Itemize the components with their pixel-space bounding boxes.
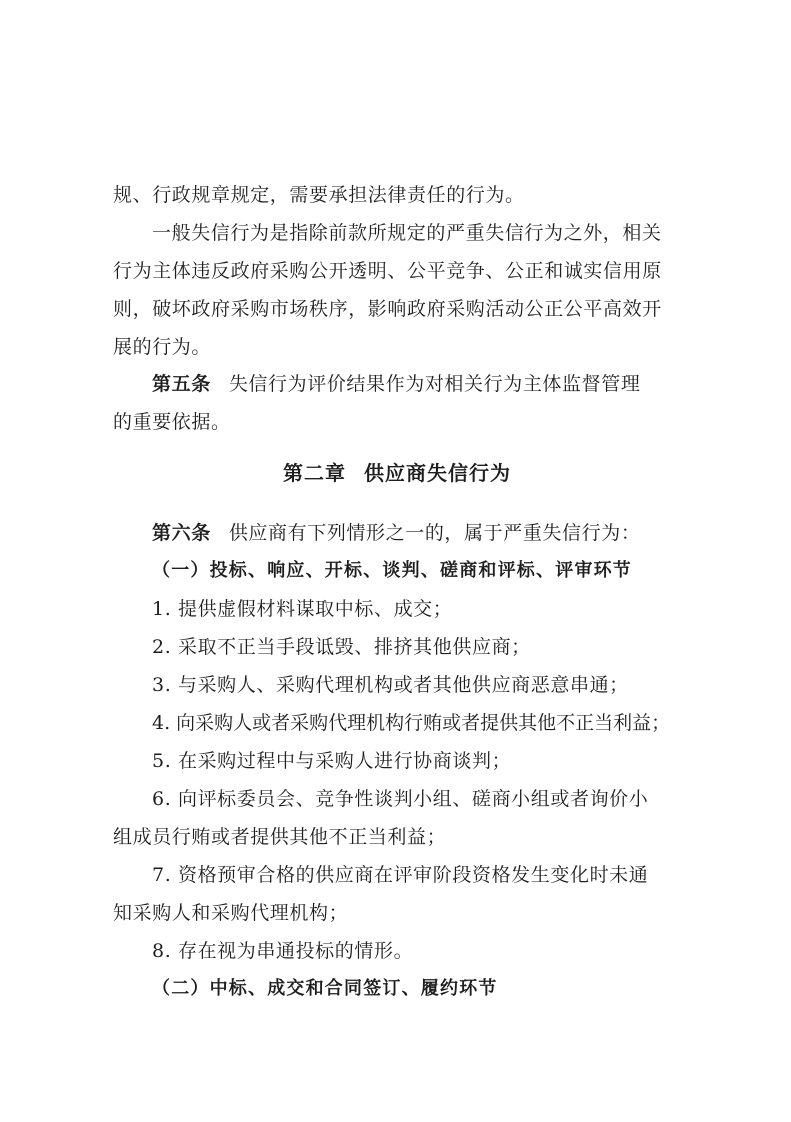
list-item-continuation: 知采购人和采购代理机构；	[113, 902, 349, 924]
list-item: 5. 在采购过程中与采购人进行协商谈判；	[152, 750, 512, 772]
article-6-text: 供应商有下列情形之一的，属于严重失信行为：	[228, 522, 641, 544]
list-item: 7. 资格预审合格的供应商在评审阶段资格发生变化时未通	[152, 864, 649, 886]
article-5-label: 第五条	[152, 373, 211, 395]
article-5-line	[152, 372, 640, 396]
section-1-heading: （一）投标、响应、开标、谈判、磋商和评标、评审环节	[152, 560, 632, 581]
list-item: 4. 向采购人或者采购代理机构行贿或者提供其他不正当利益；	[152, 712, 671, 734]
article-6-line	[152, 521, 640, 545]
chapter-title: 供应商失信行为	[364, 461, 511, 485]
article-6-label: 第六条	[152, 522, 211, 544]
chapter-heading	[283, 460, 511, 486]
paragraph-line: 展的行为。	[113, 336, 212, 358]
paragraph-line: 一般失信行为是指除前款所规定的严重失信行为之外，相关	[152, 222, 662, 244]
article-5-text: 失信行为评价结果作为对相关行为主体监督管理	[228, 373, 641, 395]
chapter-number: 第二章	[283, 461, 346, 485]
list-item: 6. 向评标委员会、竞争性谈判小组、磋商小组或者询价小	[152, 788, 649, 810]
paragraph-line: 行为主体违反政府采购公开透明、公平竞争、公正和诚实信用原	[113, 260, 662, 282]
list-item: 1. 提供虚假材料谋取中标、成交；	[152, 598, 453, 620]
list-item: 3. 与采购人、采购代理机构或者其他供应商恶意串通；	[152, 674, 629, 696]
list-item: 8. 存在视为串通投标的情形。	[152, 940, 414, 962]
list-item-continuation: 组成员行贿或者提供其他不正当利益；	[113, 826, 447, 848]
paragraph-line: 的重要依据。	[113, 411, 231, 433]
paragraph-line: 规、行政规章规定，需要承担法律责任的行为。	[113, 184, 525, 206]
section-2-heading: （二）中标、成交和合同签订、履约环节	[152, 978, 498, 999]
list-item: 2. 采取不正当手段诋毁、排挤其他供应商；	[152, 636, 531, 658]
paragraph-line: 则，破坏政府采购市场秩序，影响政府采购活动公正公平高效开	[113, 298, 662, 320]
